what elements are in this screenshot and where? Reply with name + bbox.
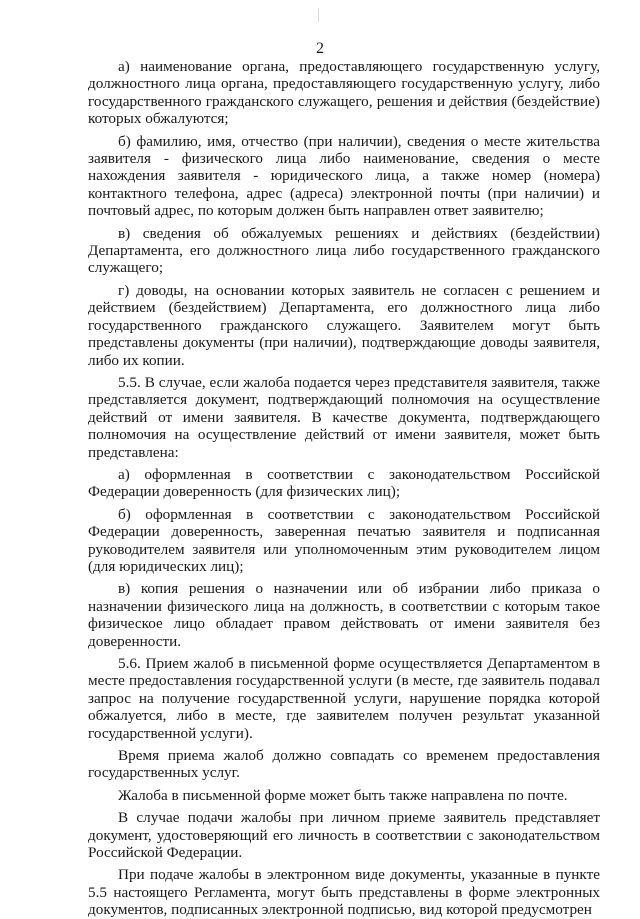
- document-body: [88, 58, 600, 919]
- paragraph-mail: Жалоба в письменной форме может быть также направлена по почте.: [118, 786, 568, 804]
- paragraph-5-4-v: в) сведения об обжалуемых решениях и действиях (бездействии) Департамента, его должностного лица либо государственного гражданского служащего;: [88, 224, 600, 277]
- scan-mark: [318, 8, 319, 22]
- paragraph-5-4-a: а) наименование органа, предоставляющего государственную услугу, должностного лица органа, предоставляющего государственную услугу, либо государственного гражданского служащего, решения и действия (бездействие) которых обжалуются;: [88, 58, 600, 128]
- paragraph-5-4-b: б) фамилию, имя, отчество (при наличии), сведения о месте жительства заявителя - физического лица либо наименование, сведения о месте нахождения заявителя - юридического лица, а также номер (номера) контактного телефона, адрес (адреса) электронной почты (при наличии) и почтовый адрес, по которым должен быть направлен ответ заявителю;: [88, 132, 600, 220]
- page-number: 2: [316, 40, 324, 57]
- paragraph-personal-reception: В случае подачи жалобы при личном приеме заявитель представляет документ, удостоверяющий его личность в соответствии с законодательством Российской Федерации.: [88, 809, 600, 862]
- paragraph-5-5-v: в) копия решения о назначении или об избрании либо приказа о назначении физического лица на должность, в соответствии с которым такое физическое лицо обладает правом действовать от имени заявителя без доверенности.: [88, 580, 600, 650]
- paragraph-reception-time: Время приема жалоб должно совпадать со временем предоставления государственных услуг.: [88, 747, 600, 782]
- paragraph-5-5: 5.5. В случае, если жалоба подается через представителя заявителя, также представляется документ, подтверждающий полномочия на осуществление действий от имени заявителя. В качестве документа, подтверждающего полномочия на осуществление действий от имени заявителя, может быть представлена:: [88, 373, 600, 461]
- paragraph-5-4-g: г) доводы, на основании которых заявитель не согласен с решением и действием (бездействием) Департамента, его должностного лица либо государственного гражданского служащего. Заявителем могут быть представлены документы (при наличии), подтверждающие доводы заявителя, либо их копии.: [88, 281, 600, 369]
- paragraph-5-6: 5.6. Прием жалоб в письменной форме осуществляется Департаментом в месте предоставления государственной услуги (в месте, где заявитель подавал запрос на получение государственной услуги, нарушение порядка которой обжалуется, либо в месте, где заявителем получен результат указанной государственной услуги).: [88, 655, 600, 742]
- paragraph-5-5-b: б) оформленная в соответствии с законодательством Российской Федерации доверенность, заверенная печатью заявителя и подписанная руководителем заявителя или уполномоченным этим руководителем лицом (для юридических лиц);: [88, 505, 600, 575]
- paragraph-electronic-submission: При подаче жалобы в электронном виде документы, указанные в пункте 5.5 настоящего Регламента, могут быть представлены в форме электронных документов, подписанных электронной подписью, вид которой предусмотрен: [88, 866, 600, 919]
- paragraph-5-5-a: а) оформленная в соответствии с законодательством Российской Федерации доверенность (для физических лиц);: [88, 465, 600, 501]
